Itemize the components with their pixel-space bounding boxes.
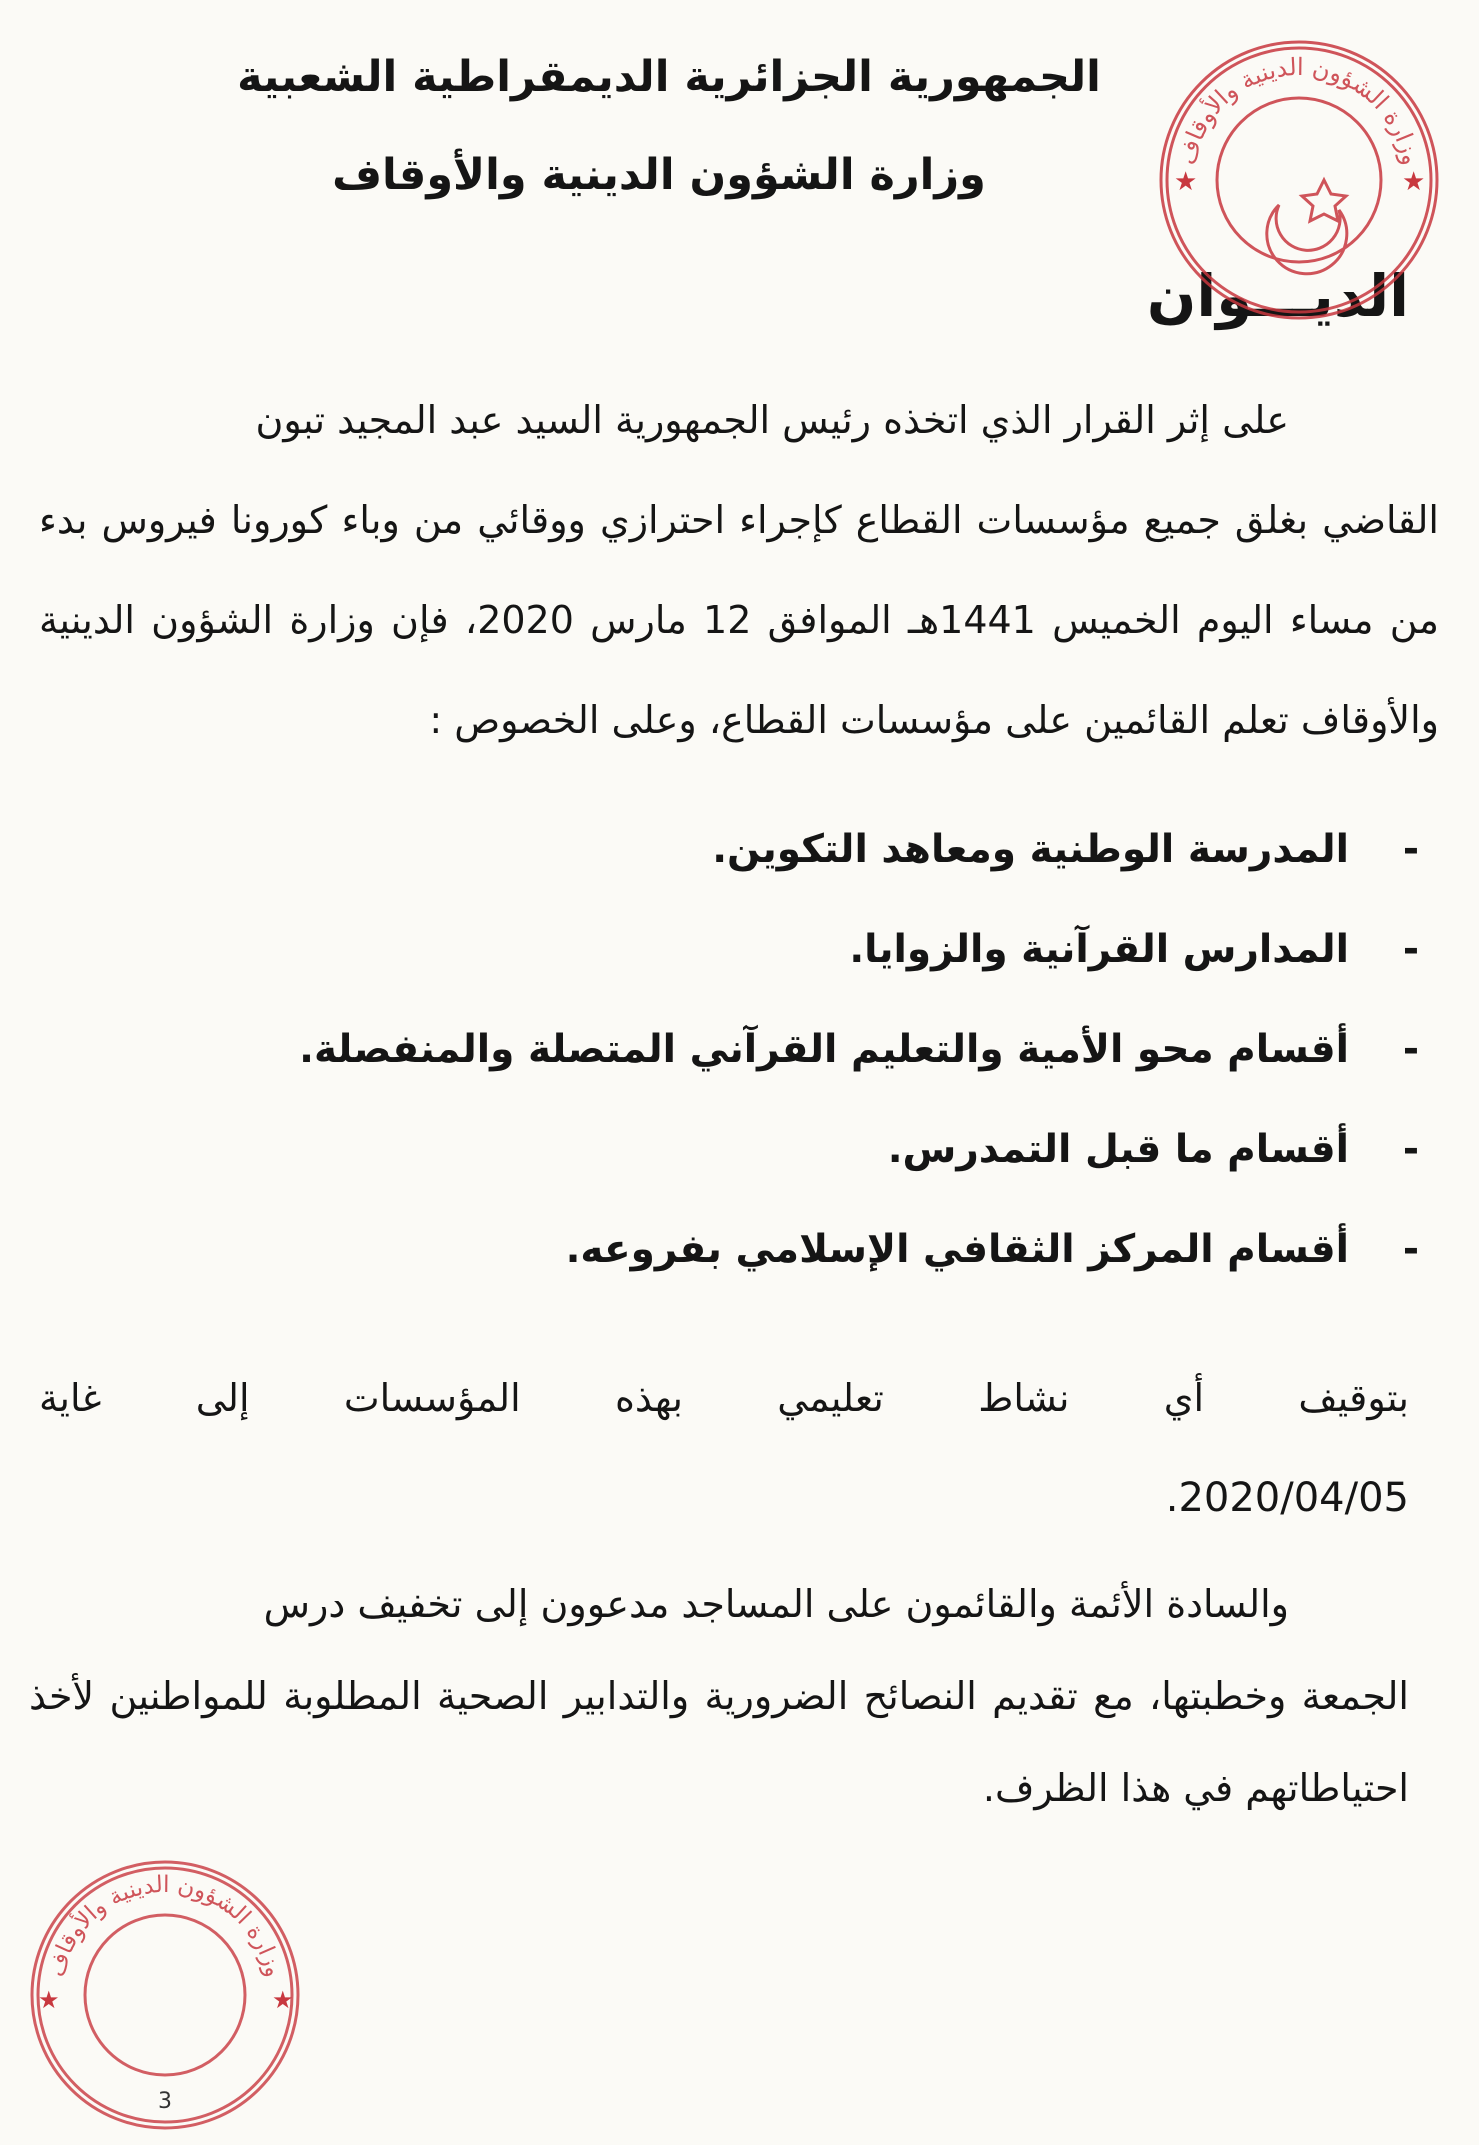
- closing-paragraph: [29, 1558, 1409, 1834]
- list-bullet: -: [1402, 1127, 1419, 1172]
- seal-star-left: ★: [38, 1986, 60, 2014]
- seal-number: 3: [158, 2089, 172, 2114]
- suspension-paragraph: [39, 1348, 1409, 1548]
- intro-first-line: على إثر القرار الذي اتخذه رئيس الجمهورية السيد عبد المجيد تبون: [255, 398, 1289, 442]
- list-bullet: -: [1402, 1227, 1419, 1272]
- intro-paragraph: [39, 370, 1439, 770]
- suspension-date: 2020/04/05.: [1165, 1475, 1409, 1521]
- seal-bottom-text: وزارة الشؤون الدينية والأوقاف: [43, 1871, 287, 1980]
- svg-text:وزارة الشؤون الدينية والأوقاف: [43, 1872, 286, 1980]
- seal-top-text: وزارة الشؤون الدينية والأوقاف: [1172, 52, 1425, 168]
- list-item: - أقسام المركز الثقافي الإسلامي بفروعه.: [319, 1200, 1419, 1300]
- list-bullet: -: [1402, 927, 1419, 972]
- list-item: - أقسام ما قبل التمدرس.: [319, 1100, 1419, 1200]
- office-title: الديـــوان: [1146, 262, 1409, 330]
- republic-title: الجمهورية الجزائرية الديمقراطية الشعبية: [237, 52, 1101, 102]
- closing-first-line: والسادة الأئمة والقائمون على المساجد مدعوون إلى تخفيف درس: [263, 1582, 1289, 1626]
- list-bullet: -: [1402, 1027, 1419, 1072]
- seal-star-right: ★: [272, 1986, 294, 2014]
- ministry-seal-top: [1146, 30, 1449, 330]
- list-item: - أقسام محو الأمية والتعليم القرآني المتصلة والمنفصلة.: [319, 1000, 1419, 1100]
- seal-star-right: ★: [1402, 167, 1426, 197]
- institutions-list: [299, 800, 1419, 1300]
- suspension-text: بتوقيف أي نشاط تعليمي بهذه المؤسسات إلى غاية: [39, 1376, 1409, 1420]
- list-bullet: -: [1402, 827, 1419, 872]
- ministry-seal-bottom: [20, 1850, 310, 2140]
- intro-body: القاضي بغلق جميع مؤسسات القطاع كإجراء احترازي ووقائي من وباء كورونا فيروس بدء من مساء اليوم الخميس 1441هـ الموافق 12 مارس 2020، فإن وزارة الشؤون الدينية والأوقاف تعلم القائمين على مؤسسات القطاع، وعلى الخصوص :: [39, 498, 1440, 742]
- list-item: - المدارس القرآنية والزوايا.: [319, 900, 1419, 1000]
- ministry-title: وزارة الشؤون الدينية والأوقاف: [332, 150, 986, 200]
- closing-body: الجمعة وخطبتها، مع تقديم النصائح الضرورية والتدابير الصحية المطلوبة للمواطنين لأخذ احتياطاتهم في هذا الظرف.: [29, 1674, 1409, 1810]
- svg-text:وزارة الشؤون الدينية والأوقاف: [1173, 53, 1425, 168]
- seal-star-left: ★: [1174, 167, 1198, 197]
- list-item: - المدرسة الوطنية ومعاهد التكوين.: [319, 800, 1419, 900]
